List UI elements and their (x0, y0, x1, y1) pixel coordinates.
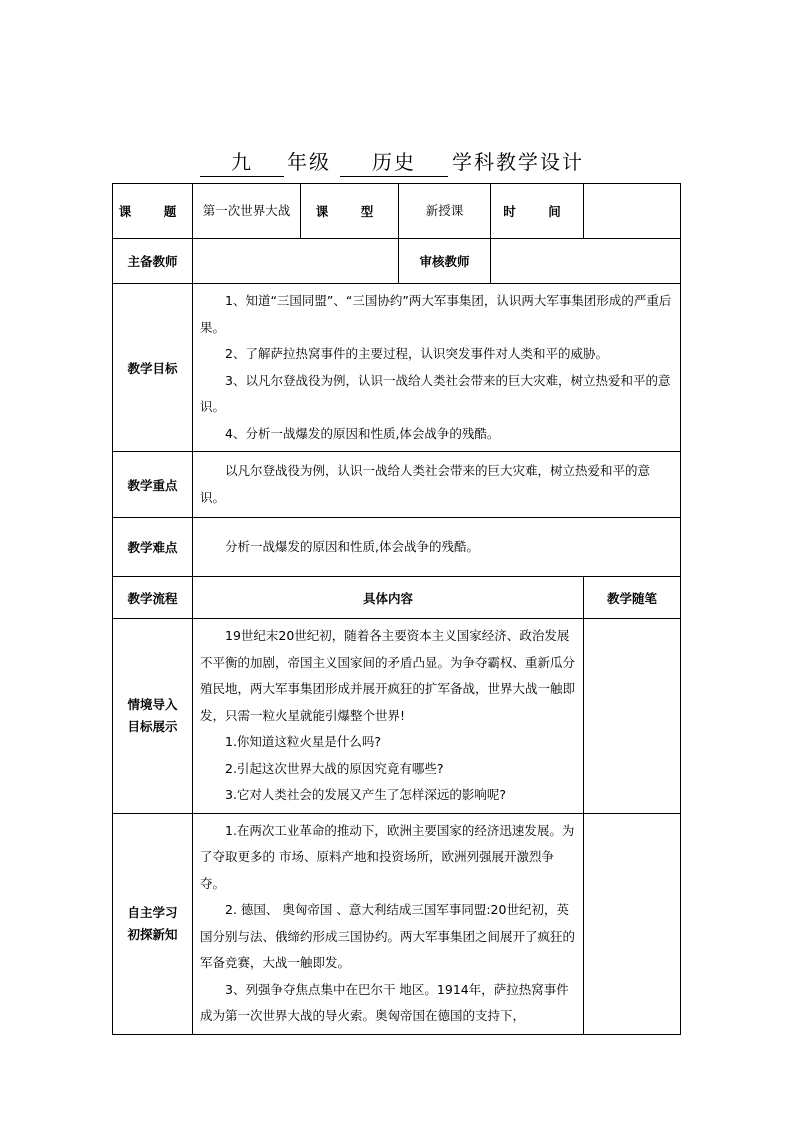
section-content (193, 813, 584, 1034)
type-label: 课 型 (301, 184, 399, 239)
section-notes (584, 813, 681, 1034)
section-paragraph: 3、列强争夺焦点集中在巴尔干 地区。1914年，萨拉热窝事件成为第一次世界大战的导火索。奥匈帝国在德国的支持下， (200, 981, 569, 1023)
notes-label: 教学随笔 (584, 577, 681, 619)
key-point-text: 以凡尔登战役为例，认识一战给人类社会带来的巨大灾难，树立热爱和平的意识。 (200, 463, 651, 505)
difficulty-text: 分析一战爆发的原因和性质,体会战争的残酷。 (225, 538, 479, 554)
flow-header-row (113, 577, 681, 619)
type-value: 新授课 (399, 184, 491, 239)
document-title (0, 148, 794, 178)
section-paragraph: 2.引起这次世界大战的原因究竟有哪些? (225, 760, 444, 776)
grade-suffix: 年级 (287, 150, 331, 174)
section-paragraph: 19世纪末20世纪初，随着各主要资本主义国家经济、政治发展不平衡的加剧，帝国主义国家间的矛盾凸显。为争夺霸权、重新瓜分殖民地，两大军事集团形成并展开疯狂的扩军备战，世界大战一触即发，只需一粒火星就能引爆整个世界! (200, 628, 576, 723)
objectives-row (113, 284, 681, 452)
section-paragraph: 3.它对人类社会的发展又产生了怎样深远的影响呢? (225, 787, 507, 802)
section-paragraph: 1.在两次工业革命的推动下，欧洲主要国家的经济迅速发展。为了夺取更多的 市场、原料产地和投资场所，欧洲列强展开激烈争夺。 (200, 822, 575, 891)
lesson-plan-table (112, 183, 681, 1035)
key-point-label: 教学重点 (113, 452, 193, 518)
key-point-content (193, 452, 681, 518)
section-row (113, 813, 681, 1034)
main-teacher-value (193, 239, 399, 284)
time-value (584, 184, 681, 239)
header-row (113, 184, 681, 239)
objective-item: 4、分析一战爆发的原因和性质,体会战争的残酷。 (225, 425, 500, 441)
key-point-row (113, 452, 681, 518)
difficulty-content (193, 518, 681, 577)
section-content (193, 619, 584, 814)
time-label: 时 间 (491, 184, 584, 239)
review-teacher-value (491, 239, 681, 284)
difficulty-row (113, 518, 681, 577)
title-suffix: 学科教学设计 (452, 150, 584, 174)
subject-blank: 历史 (340, 148, 448, 177)
difficulty-label: 教学难点 (113, 518, 193, 577)
main-teacher-label: 主备教师 (113, 239, 193, 284)
grade-blank: 九 (200, 148, 284, 177)
section-paragraph: 2. 德国、 奥匈帝国 、意大利结成三国军事同盟:20世纪初，英国分别与法、俄缔约形成三国协约。两大军事集团之间展开了疯狂的军备竞赛，大战一触即发。 (200, 902, 576, 970)
lesson-label: 课 题 (113, 184, 193, 239)
objective-item: 1、知道“三国同盟”、“三国协约”两大军事集团，认识两大军事集团形成的严重后果。 (200, 293, 672, 335)
objective-item: 3、以凡尔登战役为例，认识一战给人类社会带来的巨大灾难，树立热爱和平的意识。 (200, 372, 671, 414)
content-label: 具体内容 (193, 577, 584, 619)
teachers-row (113, 239, 681, 284)
section-paragraph: 1.你知道这粒火星是什么吗? (225, 734, 382, 749)
section-label: 自主学习 初探新知 (113, 813, 193, 1034)
objective-item: 2、了解萨拉热窝事件的主要过程，认识突发事件对人类和平的威胁。 (225, 346, 608, 361)
section-row (113, 619, 681, 814)
objectives-content (193, 284, 681, 452)
section-label: 情境导入 目标展示 (113, 619, 193, 814)
review-teacher-label: 审核教师 (399, 239, 491, 284)
lesson-value: 第一次世界大战 (193, 184, 301, 239)
objectives-label: 教学目标 (113, 284, 193, 452)
flow-label: 教学流程 (113, 577, 193, 619)
section-notes (584, 619, 681, 814)
